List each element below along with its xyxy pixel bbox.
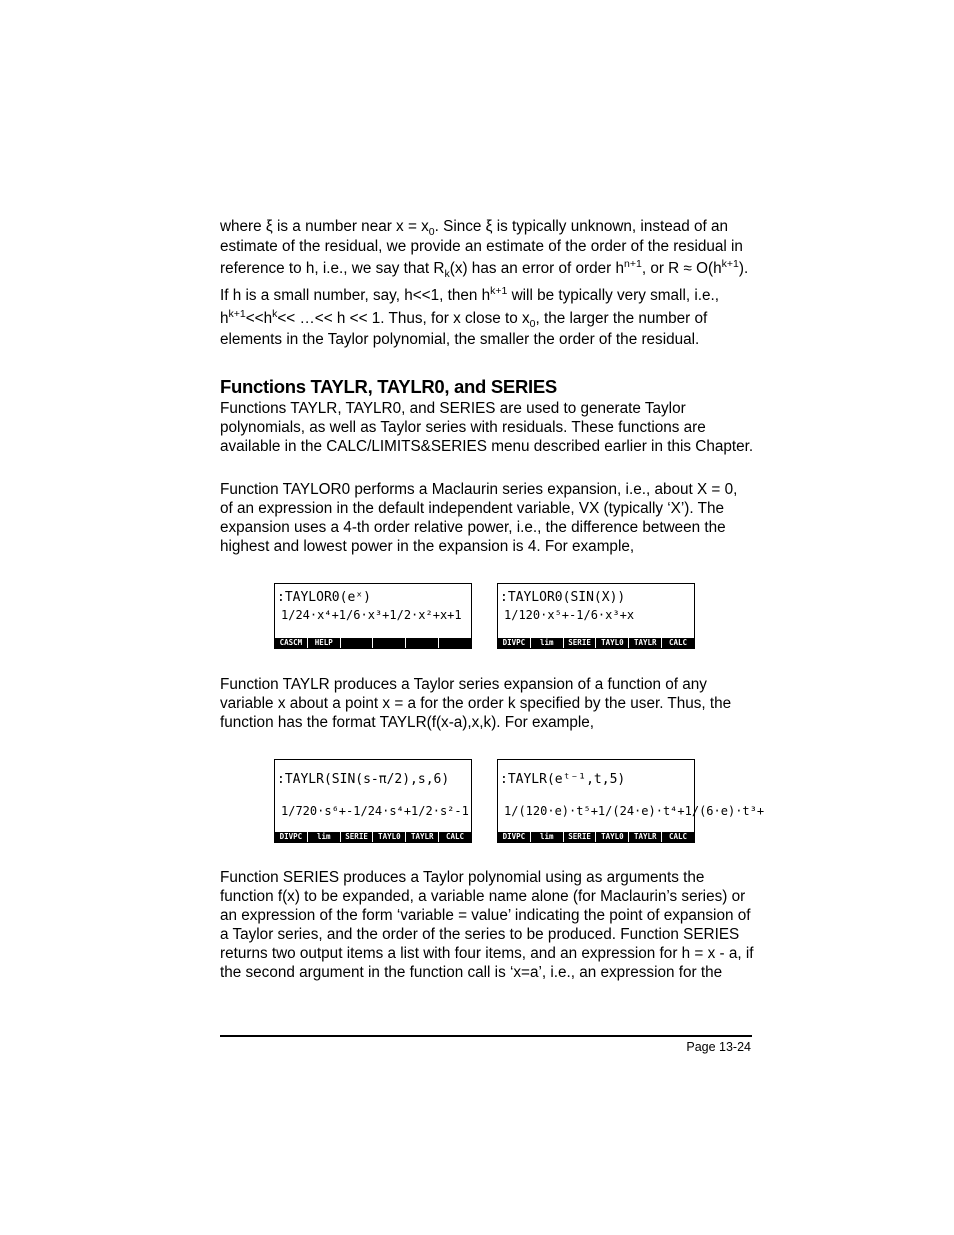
intro-line-6: elements in the Taylor polynomial, the smaller the order of the residual. [220, 330, 700, 348]
softkey-2[interactable]: lim [308, 832, 340, 842]
paragraph-functions-intro: Functions TAYLR, TAYLR0, and SERIES are used to generate Taylor polynomials, as well as Taylor series with residuals. These functions are available in the CALC/LIMITS&SERIES menu described earlier in this Chapter. [220, 400, 754, 455]
soft-menu-bar [498, 832, 694, 842]
softkey-5[interactable]: TAYLR [629, 832, 661, 842]
intro-line-4: If h is a small number, say, h<<1, then $h^{k+1}$ will be typically very small, i.e., [220, 284, 720, 304]
softkey-5[interactable] [406, 638, 438, 648]
intro-line-5: $h^{k+1}<<h^k<<$ …<< h << 1. Thus, for x close to $x_0$, the larger the number of [220, 307, 708, 331]
softkey-3[interactable]: SERIE [564, 832, 596, 842]
screen-result: 1/24·x⁴+1/6·x³+1/2·x²+x+1 [281, 608, 462, 622]
screen-result: 1/720·s⁶+-1/24·s⁴+1/2·s²-1 [281, 804, 469, 818]
softkey-5[interactable]: TAYLR [629, 638, 661, 648]
intro-line-1: where ξ is a number near $x = x_0$. Since ξ is typically unknown, instead of an [220, 218, 729, 239]
paragraph-taylor0: Function TAYLOR0 performs a Maclaurin series expansion, i.e., about X = 0, of an expression in the default independent variable, VX (typically ‘X’). The expansion uses a 4-th order relative power, i.e., the difference between the highest and lowest power in the expansion is 4. For example, [220, 481, 738, 555]
softkey-4[interactable]: TAYL0 [596, 832, 628, 842]
screen-command: :TAYLOR0(SIN(X)) [500, 590, 626, 605]
calculator-screen-taylor0-sin [497, 583, 695, 649]
footer-rule [220, 1035, 752, 1037]
softkey-1[interactable]: DIVPC [498, 832, 530, 842]
softkey-4[interactable] [373, 638, 405, 648]
softkey-2[interactable]: lim [531, 832, 563, 842]
softkey-4[interactable]: TAYL0 [596, 638, 628, 648]
softkey-6[interactable]: CALC [662, 832, 694, 842]
softkey-3[interactable] [341, 638, 373, 648]
screen-result: 1/120·x⁵+-1/6·x³+x [504, 608, 635, 622]
paragraph-taylr: Function TAYLR produces a Taylor series expansion of a function of any variable x about a point x = a for the order k specified by the user. Thus, the function has the format TAYLR(f(x-a),x,k). For example, [220, 676, 732, 731]
soft-menu-bar [275, 832, 471, 842]
calculator-screen-taylr-exp [497, 759, 765, 843]
screen-command: :TAYLR(SIN(s-π/2),s,6) [277, 772, 450, 787]
calculator-screen-taylr-sin [274, 759, 472, 843]
intro-line-3: reference to h, i.e., we say that $R_k(x)$ has an error of order $h^{n+1}$, or $R \approx O(h^{k+1})$. [220, 257, 749, 281]
softkey-2[interactable]: lim [531, 638, 563, 648]
softkey-1[interactable]: DIVPC [498, 638, 530, 648]
intro-paragraph [220, 216, 754, 351]
softkey-3[interactable]: SERIE [341, 832, 373, 842]
screen-command: :TAYLOR0(eˣ) [277, 590, 371, 605]
section-heading: Functions TAYLR, TAYLR0, and SERIES [220, 376, 557, 397]
softkey-6[interactable]: CALC [439, 832, 471, 842]
screen-command: :TAYLR(eᵗ⁻¹,t,5) [500, 772, 626, 787]
calculator-screen-taylor0-exp [274, 583, 472, 649]
soft-menu-bar [275, 638, 471, 648]
softkey-6[interactable] [439, 638, 471, 648]
softkey-5[interactable]: TAYLR [406, 832, 438, 842]
softkey-1[interactable]: CASCM [275, 638, 307, 648]
intro-line-2: estimate of the residual, we provide an estimate of the order of the residual in [220, 237, 743, 255]
softkey-1[interactable]: DIVPC [275, 832, 307, 842]
paragraph-series: Function SERIES produces a Taylor polynomial using as arguments the function f(x) to be expanded, a variable name alone (for Maclaurin’s series) or an expression of the form ‘variable = value’ indicating the point of expansion of a Taylor series, and the order of the series to be produced. Function SERIES returns two output items a list with four items, and an expression for h = x - a, if the second argument in the function call is ‘x=a’, i.e., an expression for the [220, 869, 754, 981]
softkey-4[interactable]: TAYL0 [373, 832, 405, 842]
softkey-3[interactable]: SERIE [564, 638, 596, 648]
softkey-2[interactable]: HELP [308, 638, 340, 648]
soft-menu-bar [498, 638, 694, 648]
softkey-6[interactable]: CALC [662, 638, 694, 648]
page-number: Page 13-24 [686, 1040, 751, 1054]
screen-result: 1/(120·e)·t⁵+1/(24·e)·t⁴+1/(6·e)·t³+ [504, 804, 765, 818]
